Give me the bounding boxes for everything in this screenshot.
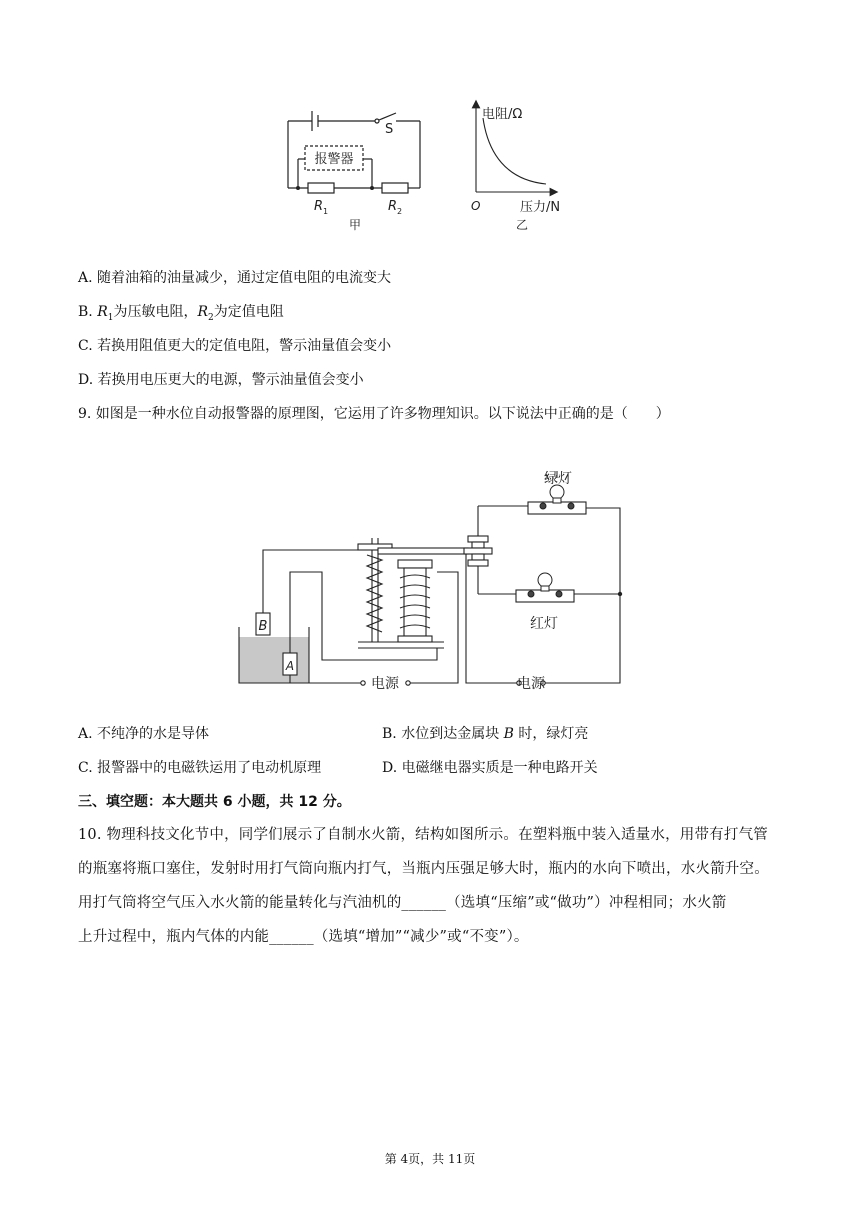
red-lamp-base: [516, 590, 574, 602]
q9-option-a: A. 不纯净的水是导体: [78, 726, 210, 742]
q8-option-b: B. $R_1$为压敏电阻，$R_2$为定值电阻: [78, 304, 284, 323]
q8-option-c: C. 若换用阻值更大的定值电阻，警示油量值会变小: [78, 338, 392, 354]
resistor-r1: [308, 183, 334, 193]
figure-water-level-alarm: [232, 460, 632, 695]
figure-graph-yi: [466, 98, 596, 238]
armature: [378, 548, 468, 554]
green-lamp-label: 绿灯: [544, 471, 572, 487]
figure1-caption: 甲: [348, 218, 362, 232]
origin-label: O: [471, 199, 481, 213]
q9-option-c: C. 报警器中的电磁铁运用了电动机原理: [78, 760, 322, 776]
red-lamp-label: 红灯: [530, 616, 558, 632]
q10-line-2: 的瓶塞将瓶口塞住，发射时用打气筒向瓶内打气，当瓶内压强足够大时，瓶内的水向下喷出，水火箭升空。: [78, 861, 769, 877]
q9-option-d: D. 电磁继电器实质是一种电路开关: [382, 760, 598, 776]
r1-letter: R: [314, 199, 324, 214]
r2-letter: R: [388, 199, 398, 214]
switch-blade: [379, 113, 396, 120]
y-axis-label: 电阻/Ω: [482, 107, 523, 122]
q10-line-1: 10. 物理科技文化节中，同学们展示了自制水火箭，结构如图所示。在塑料瓶中装入适量水，用带有打气管: [78, 827, 768, 843]
figure-circuit-jia: [278, 96, 428, 236]
r2-sub: 2: [397, 207, 403, 216]
power-label-right: 电源: [517, 676, 545, 692]
figure2-caption: 乙: [515, 218, 529, 232]
spring: [367, 555, 382, 632]
q9-stem: 9. 如图是一种水位自动报警器的原理图，它运用了许多物理知识。以下说法中正确的是（ ）: [78, 406, 670, 422]
q10-line-3: 用打气筒将空气压入水火箭的能量转化与汽油机的______（选填“压缩”或“做功”）冲程相同；水火箭: [78, 895, 727, 911]
q8-option-a: A. 随着油箱的油量减少，通过定值电阻的电流变大: [78, 270, 392, 286]
water: [239, 637, 309, 683]
moving-contact: [464, 548, 492, 554]
alarm-label: 报警器: [314, 152, 354, 167]
q10-line-4: 上升过程中，瓶内气体的内能______（选填“增加”“减少”或“不变”）。: [78, 929, 529, 945]
power-label-left: 电源: [371, 676, 399, 692]
x-axis-label: 压力/N: [520, 200, 561, 215]
resistance-curve: [483, 118, 546, 184]
green-lamp-base: [528, 502, 586, 514]
block-b-label: B: [258, 619, 268, 634]
r1-sub: 1: [323, 207, 329, 216]
switch-label: S: [385, 122, 394, 137]
page-footer: 第 4页，共 11页: [384, 1152, 476, 1166]
block-a-label: A: [285, 659, 295, 673]
q8-option-d: D. 若换用电压更大的电源，警示油量值会变小: [78, 372, 364, 388]
resistor-r2: [382, 183, 408, 193]
section-heading: 三、填空题：本大题共 6 小题，共 12 分。: [78, 794, 351, 810]
q9-option-b: B. 水位到达金属块 B 时，绿灯亮: [382, 726, 589, 742]
